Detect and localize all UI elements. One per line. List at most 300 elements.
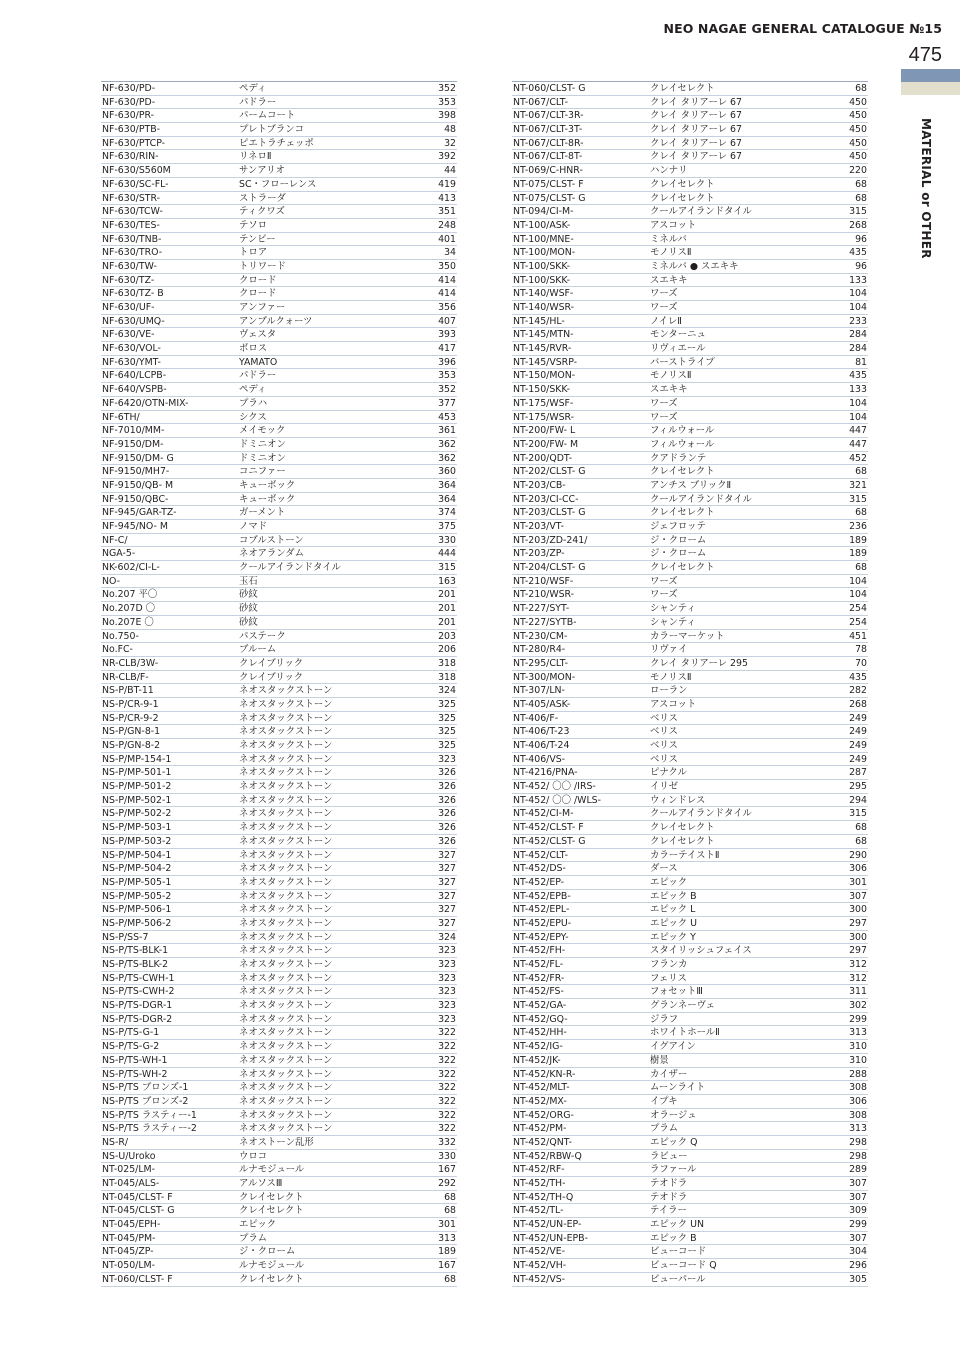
product-name: ベリス [650, 753, 678, 765]
product-code: NT-452/CLST- G [513, 835, 586, 847]
page-ref: 189 [438, 1246, 456, 1258]
page-ref: 398 [438, 110, 456, 122]
index-row [512, 383, 868, 397]
page-ref: 249 [849, 726, 867, 738]
page-ref: 447 [849, 425, 867, 437]
page-ref: 254 [849, 616, 867, 628]
page-ref: 201 [438, 616, 456, 628]
index-row [512, 233, 868, 247]
product-name: YAMATO [239, 356, 278, 368]
product-name: エピック U [650, 917, 697, 929]
product-name: クレイセレクト [650, 83, 715, 94]
index-row [101, 876, 457, 890]
page-ref: 326 [438, 822, 456, 834]
product-name: ネオスタックストーン [239, 1109, 333, 1121]
product-name: ビューコード [650, 1246, 707, 1258]
product-name: ピナクル [650, 767, 687, 779]
index-row [512, 862, 868, 876]
index-row [101, 602, 457, 616]
product-code: NT-100/MON- [513, 247, 576, 259]
product-name: クレイ タリアーレ 295 [650, 657, 748, 669]
product-code: NF-9150/QBC- [102, 493, 169, 505]
product-name: モノリスⅡ [650, 370, 692, 382]
page-ref: 104 [849, 589, 867, 601]
page-ref: 332 [438, 1136, 456, 1148]
product-name: モノリスⅡ [650, 247, 692, 259]
product-code: NS-P/TS-CWH-2 [102, 986, 175, 998]
product-code: NT-452/TH- [513, 1178, 566, 1189]
page-ref: 322 [438, 1123, 456, 1135]
product-name: SC・フローレンス [239, 178, 317, 190]
page-ref: 450 [849, 137, 867, 149]
page-ref: 313 [849, 1027, 867, 1039]
index-row [512, 520, 868, 534]
page-ref: 307 [849, 1191, 867, 1203]
product-code: NF-945/GAR-TZ- [102, 507, 177, 519]
index-row [512, 890, 868, 904]
product-code: NS-P/TS-CWH-1 [102, 972, 175, 984]
index-row [512, 1150, 868, 1164]
product-name: エピック L [650, 904, 696, 916]
page-ref: 323 [438, 1013, 456, 1025]
page-ref: 451 [849, 630, 867, 642]
product-code: NF-630/TNB- [102, 233, 162, 245]
index-row [512, 1163, 868, 1177]
index-row [512, 780, 868, 794]
index-row [101, 178, 457, 192]
product-name: ミネルバ [650, 233, 687, 245]
page-ref: 315 [438, 562, 456, 574]
product-code: NF-6TH/ [102, 411, 140, 423]
product-code: NT-100/MNE- [513, 233, 574, 245]
product-code: NF-630/TW- [102, 260, 157, 272]
product-name: ビューコード Q [650, 1260, 717, 1272]
catalogue-title: NEO NAGAE GENERAL CATALOGUE №15 [663, 21, 942, 36]
page-ref: 104 [849, 575, 867, 587]
product-name: イプキ [650, 1095, 678, 1107]
index-row [512, 753, 868, 767]
index-rows-right [512, 82, 868, 1287]
index-row [101, 821, 457, 835]
product-code: NT-406/VS- [513, 753, 566, 765]
product-code: NS-P/MP-506-1 [102, 904, 172, 916]
index-row [101, 465, 457, 479]
index-row [512, 465, 868, 479]
product-code: NT-452/CLST- F [513, 822, 584, 834]
page-ref: 377 [438, 397, 456, 409]
product-code: NT-175/WSR- [513, 411, 575, 423]
product-code: NT-452/VH- [513, 1260, 567, 1272]
index-row [101, 1013, 457, 1027]
index-row [101, 520, 457, 534]
index-row [512, 671, 868, 685]
index-row [101, 150, 457, 164]
product-code: NT-452/QNT- [513, 1136, 572, 1148]
page-ref: 414 [438, 274, 456, 286]
product-name: スエキキ [650, 274, 688, 286]
product-name: クアドランテ [650, 452, 707, 464]
product-name: ネオスタックストーン [239, 685, 333, 697]
page-ref: 414 [438, 288, 456, 300]
product-code: NS-P/TS-DGR-1 [102, 1000, 173, 1012]
page-ref: 401 [438, 233, 456, 245]
page-ref: 353 [438, 96, 456, 108]
index-row [101, 985, 457, 999]
index-row [101, 411, 457, 425]
index-row [512, 561, 868, 575]
page-ref: 32 [444, 137, 456, 149]
product-name: アルソスⅢ [239, 1178, 283, 1189]
product-name: クロード [239, 274, 277, 286]
product-name: ワーズ [650, 411, 678, 423]
index-row [101, 369, 457, 383]
page-ref: 315 [849, 808, 867, 820]
product-code: NT-452/KN-R- [513, 1068, 576, 1080]
product-name: クレイセレクト [650, 835, 715, 847]
product-code: NT-452/RF- [513, 1164, 565, 1176]
product-code: NT-452/FH- [513, 945, 566, 957]
index-column-right [512, 81, 868, 1287]
page-ref: 322 [438, 1054, 456, 1066]
product-code: NT-452/PM- [513, 1123, 567, 1135]
page-ref: 297 [849, 945, 867, 957]
product-code: NR-CLB/F- [102, 671, 149, 683]
index-row [101, 534, 457, 548]
index-row [101, 452, 457, 466]
product-code: NF-630/PD- [102, 96, 156, 108]
page-ref: 352 [438, 83, 456, 94]
index-row [512, 219, 868, 233]
page-ref: 306 [849, 1095, 867, 1107]
product-name: ネオスタックストーン [239, 1054, 333, 1066]
product-name: アンチス ブリックⅡ [650, 479, 732, 491]
product-name: カラーマーケット [650, 630, 725, 642]
page-ref: 304 [849, 1246, 867, 1258]
product-code: NT-203/CI-CC- [513, 493, 579, 505]
page-ref: 96 [855, 233, 867, 245]
product-code: NT-045/ALS- [102, 1178, 160, 1189]
product-name: キューボック [239, 479, 296, 491]
product-name: プラハ [239, 397, 268, 409]
product-name: テイラー [650, 1205, 687, 1217]
product-code: NF-630/RIN- [102, 151, 159, 163]
product-code: NF-630/UMQ- [102, 315, 165, 327]
page-ref: 78 [855, 644, 867, 656]
index-row [101, 684, 457, 698]
index-row [512, 1204, 868, 1218]
index-row [101, 1026, 457, 1040]
product-name: テソロ [239, 219, 268, 231]
product-name: クレイ タリアーレ 67 [650, 124, 742, 136]
index-row [512, 192, 868, 206]
product-code: NS-P/MP-501-1 [102, 767, 172, 779]
index-row [512, 424, 868, 438]
index-row [512, 1026, 868, 1040]
product-name: ビューパール [650, 1273, 706, 1285]
index-row [512, 493, 868, 507]
page-ref: 392 [438, 151, 456, 163]
index-row [101, 479, 457, 493]
page-ref: 133 [849, 274, 867, 286]
index-row [512, 1245, 868, 1259]
product-code: NS-P/TS-DGR-2 [102, 1013, 173, 1025]
product-name: ネオストーン乱形 [239, 1136, 314, 1148]
product-code: NS-P/TS-G-1 [102, 1027, 160, 1039]
page-ref: 323 [438, 959, 456, 970]
product-code: NT-452/ 〇〇 /WLS- [513, 794, 602, 806]
product-code: NF-630/TZ- [102, 274, 155, 286]
product-name: イグアイン [650, 1041, 696, 1053]
page-ref: 307 [849, 890, 867, 902]
index-row [512, 411, 868, 425]
page-ref: 447 [849, 438, 867, 450]
index-row [101, 506, 457, 520]
product-name: フィルウォール [650, 438, 715, 450]
product-name: ネオスタックストーン [239, 712, 333, 724]
product-name: リヴァイ [650, 644, 688, 656]
page-ref: 308 [849, 1109, 867, 1121]
product-code: NT-452/EP- [513, 876, 565, 888]
index-row [512, 109, 868, 123]
product-name: ネオスタックストーン [239, 808, 333, 820]
product-name: ピエトラチェッポ [239, 137, 314, 149]
product-code: NF-630/YMT- [102, 356, 161, 368]
product-code: NF-640/VSPB- [102, 384, 167, 396]
product-name: ネオスタックストーン [239, 1027, 333, 1039]
index-row [512, 301, 868, 315]
index-row [101, 1068, 457, 1082]
index-row [101, 972, 457, 986]
product-name: ドミニオン [239, 438, 286, 450]
product-code: No.FC- [102, 644, 133, 656]
product-code: NT-067/CLT- [513, 96, 569, 108]
product-code: NT-452/ORG- [513, 1109, 574, 1121]
index-row [512, 96, 868, 110]
page-ref: 104 [849, 397, 867, 409]
product-code: NF-9150/MH7- [102, 466, 170, 478]
page-ref: 305 [849, 1273, 867, 1285]
page-ref: 322 [438, 1068, 456, 1080]
product-name: イリゼ [650, 781, 679, 793]
product-name: クールアイランドタイル [650, 808, 752, 820]
product-code: NF-630/S560M [102, 165, 171, 177]
product-code: NS-P/MP-504-1 [102, 849, 172, 861]
page-ref: 315 [849, 493, 867, 505]
page-ref: 290 [849, 849, 867, 861]
product-code: NT-100/ASK- [513, 219, 571, 231]
product-code: NT-045/ZP- [102, 1246, 154, 1258]
index-row [512, 958, 868, 972]
page-ref: 268 [849, 698, 867, 710]
index-row [512, 643, 868, 657]
product-name: カイザー [650, 1068, 688, 1080]
index-row [101, 397, 457, 411]
page-ref: 323 [438, 972, 456, 984]
product-code: NT-405/ASK- [513, 698, 571, 710]
product-code: NT-060/CLST- G [513, 83, 586, 94]
product-name: プラム [650, 1123, 679, 1135]
page-ref: 220 [849, 165, 867, 177]
product-code: NT-150/SKK- [513, 384, 570, 396]
page-ref: 326 [438, 808, 456, 820]
product-name: ペディ [239, 83, 267, 94]
product-name: アンファー [239, 302, 286, 313]
index-row [101, 794, 457, 808]
product-code: NS-P/TS ブロンズ-1 [102, 1082, 189, 1094]
index-row [101, 807, 457, 821]
index-row [512, 712, 868, 726]
index-row [101, 192, 457, 206]
page-ref: 321 [849, 479, 867, 491]
index-row [101, 616, 457, 630]
product-code: NK-602/CI-L- [102, 562, 160, 574]
product-code: NT-452/GA- [513, 1000, 567, 1012]
product-name: エピック B [650, 890, 697, 902]
page-ref: 167 [438, 1164, 456, 1176]
product-code: NS-P/SS-7 [102, 931, 149, 943]
index-row [101, 315, 457, 329]
index-row [512, 397, 868, 411]
index-row [101, 1150, 457, 1164]
product-name: ジラフ [650, 1013, 679, 1025]
product-code: NS-P/MP-501-2 [102, 781, 172, 793]
page-ref: 284 [849, 329, 867, 341]
index-row [101, 1245, 457, 1259]
page-ref: 322 [438, 1109, 456, 1121]
index-row [512, 260, 868, 274]
product-code: NT-060/CLST- F [102, 1273, 173, 1285]
product-name: シャンティ [650, 616, 696, 628]
page-ref: 360 [438, 466, 456, 478]
product-code: NT-045/EPH- [102, 1219, 161, 1231]
product-code: NT-452/CI-M- [513, 808, 574, 820]
index-row [101, 383, 457, 397]
index-row [101, 931, 457, 945]
index-row [101, 356, 457, 370]
product-name: クールアイランドタイル [650, 206, 752, 218]
index-row [101, 233, 457, 247]
page-ref: 68 [855, 822, 867, 834]
page-ref: 312 [849, 972, 867, 984]
product-name: クレイ タリアーレ 67 [650, 137, 742, 149]
page-ref: 315 [849, 206, 867, 218]
product-name: スエキキ [650, 384, 688, 396]
product-name: パステーク [239, 630, 286, 642]
index-row [101, 917, 457, 931]
product-name: ホワイトホールⅡ [650, 1027, 720, 1039]
page-ref: 309 [849, 1205, 867, 1217]
page-ref: 364 [438, 493, 456, 505]
page-ref: 364 [438, 479, 456, 491]
index-row [512, 739, 868, 753]
product-name: ルナモジュール [239, 1164, 305, 1176]
product-name: ネオスタックストーン [239, 726, 333, 738]
product-name: ネオスタックストーン [239, 1041, 333, 1053]
product-code: NT-050/LM- [102, 1260, 156, 1272]
product-name: エピック Q [650, 1136, 698, 1148]
product-name: パームコート [239, 110, 296, 122]
page-ref: 323 [438, 945, 456, 957]
index-row [512, 164, 868, 178]
index-row [101, 999, 457, 1013]
index-row [512, 246, 868, 260]
product-name: プレトブランコ [239, 124, 304, 136]
product-name: アスコット [650, 698, 697, 710]
page-ref: 326 [438, 781, 456, 793]
page-ref: 327 [438, 890, 456, 902]
product-name: ネオスタックストーン [239, 931, 333, 943]
product-name: キューボック [239, 493, 296, 505]
section-tab-dark [901, 69, 960, 82]
index-row [512, 356, 868, 370]
product-code: NT-200/FW- L [513, 425, 576, 437]
product-code: NT-452/RBW-Q [513, 1150, 582, 1162]
product-name: ガーメント [239, 507, 286, 519]
product-code: NT-452/FL- [513, 959, 564, 970]
index-row [512, 725, 868, 739]
product-code: NT-300/MON- [513, 671, 576, 683]
index-row [512, 602, 868, 616]
page-ref: 301 [849, 876, 867, 888]
product-name: ネオスタックストーン [239, 849, 333, 861]
page-ref: 298 [849, 1136, 867, 1148]
product-code: NF-630/TZ- B [102, 288, 164, 300]
page-ref: 284 [849, 343, 867, 355]
index-row [101, 1259, 457, 1273]
product-name: ネオスタックストーン [239, 890, 333, 902]
index-row [101, 575, 457, 589]
product-name: ノマド [239, 521, 268, 532]
product-code: NT-145/MTN- [513, 329, 574, 341]
index-row [512, 1095, 868, 1109]
product-code: No.207E 〇 [102, 616, 154, 628]
page-ref: 352 [438, 384, 456, 396]
page-ref: 288 [849, 1068, 867, 1080]
product-code: NGA-5- [102, 548, 136, 560]
page-ref: 44 [444, 165, 456, 177]
product-name: クレイセレクト [239, 1273, 304, 1285]
product-name: ワーズ [650, 302, 678, 313]
product-name: ラビュー [650, 1150, 688, 1162]
product-code: NT-202/CLST- G [513, 466, 586, 478]
index-row [512, 835, 868, 849]
product-code: NS-R/ [102, 1136, 129, 1148]
product-name: クレイブリック [239, 671, 304, 683]
index-row [512, 999, 868, 1013]
index-row [101, 301, 457, 315]
section-tab-light [901, 82, 960, 95]
product-name: ネオスタックストーン [239, 1095, 333, 1107]
product-name: ヴェスタ [239, 329, 277, 341]
product-code: NS-P/MP-505-1 [102, 876, 172, 888]
index-row [512, 150, 868, 164]
page-ref: 68 [855, 466, 867, 478]
page-ref: 362 [438, 438, 456, 450]
product-name: ネオスタックストーン [239, 835, 333, 847]
index-column-left [101, 81, 457, 1287]
product-name: プラム [239, 1232, 268, 1244]
index-row [512, 903, 868, 917]
product-code: NS-P/TS ブロンズ-2 [102, 1095, 189, 1107]
index-row [512, 1273, 868, 1287]
product-code: NT-4216/PNA- [513, 767, 578, 779]
product-name: ワーズ [650, 575, 678, 587]
index-row [101, 671, 457, 685]
product-name: トリワード [239, 260, 286, 272]
product-code: NT-140/WSR- [513, 302, 575, 313]
page-ref: 296 [849, 1260, 867, 1272]
index-row [512, 1122, 868, 1136]
